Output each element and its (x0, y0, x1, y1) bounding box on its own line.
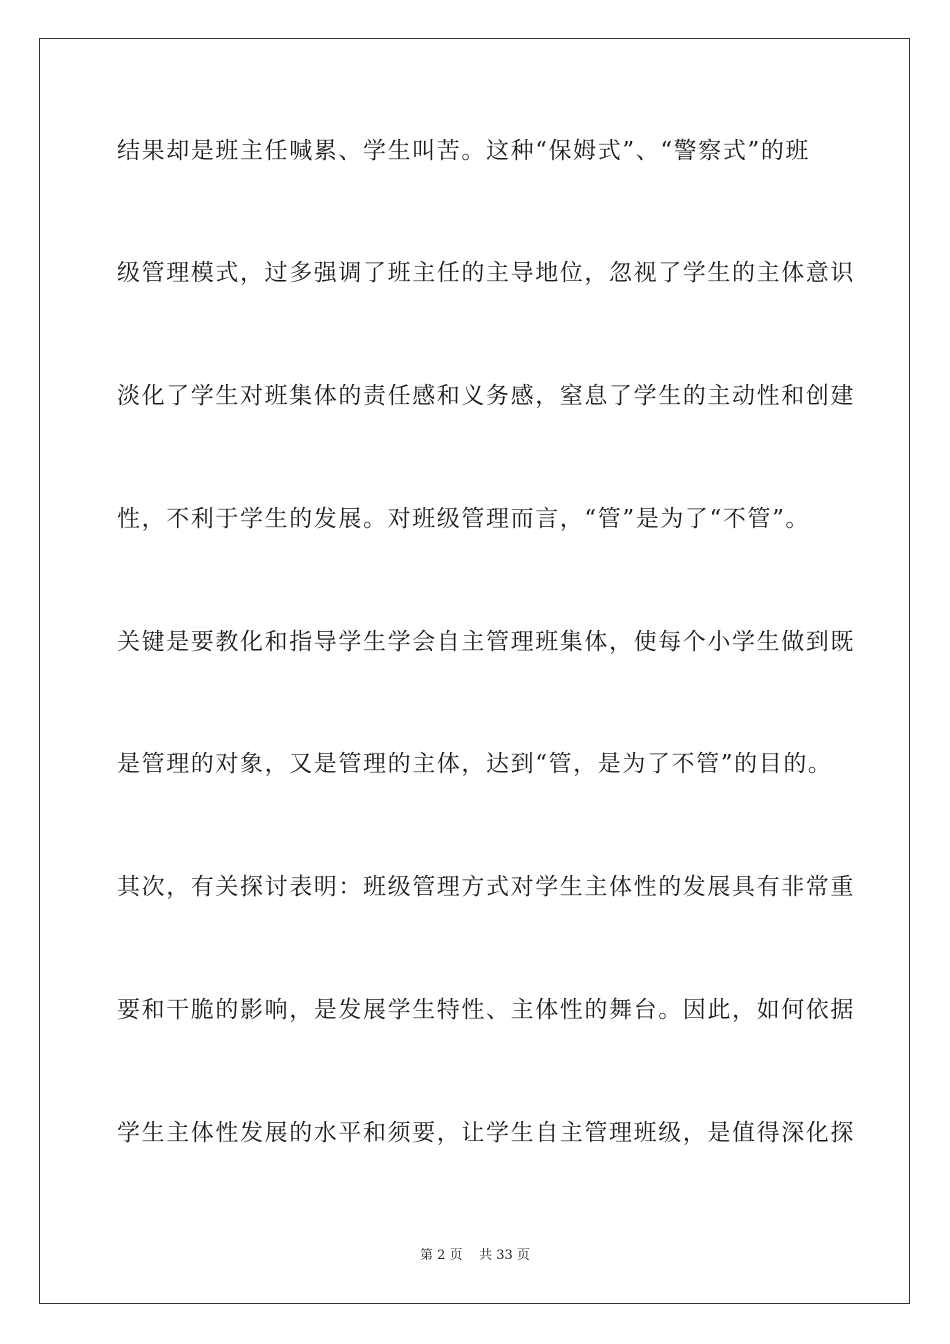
page-footer (0, 1247, 950, 1265)
page-total: 共 33 页 (479, 1248, 530, 1263)
text-line: 关键是要教化和指导学生学会自主管理班集体，使每个小学生做到既 (117, 629, 855, 655)
text-line: 性，不利于学生的发展。对班级管理而言，“管”是为了“不管”。 (117, 506, 811, 532)
text-line: 其次，有关探讨表明：班级管理方式对学生主体性的发展具有非常重 (117, 874, 855, 900)
text-line: 淡化了学生对班集体的责任感和义务感，窒息了学生的主动性和创建 (117, 383, 855, 409)
text-line: 结果却是班主任喊累、学生叫苦。这种“保姆式”、“警察式”的班 (117, 138, 811, 164)
text-line: 级管理模式，过多强调了班主任的主导地位，忽视了学生的主体意识 (117, 260, 855, 286)
page-border (39, 38, 910, 1304)
text-line: 学生主体性发展的水平和须要，让学生自主管理班级，是值得深化探 (117, 1120, 855, 1146)
text-line: 要和干脆的影响，是发展学生特性、主体性的舞台。因此，如何依据 (117, 997, 855, 1023)
page-number: 第 2 页 (420, 1248, 463, 1263)
text-line: 是管理的对象，又是管理的主体，达到“管，是为了不管”的目的。 (117, 751, 833, 777)
